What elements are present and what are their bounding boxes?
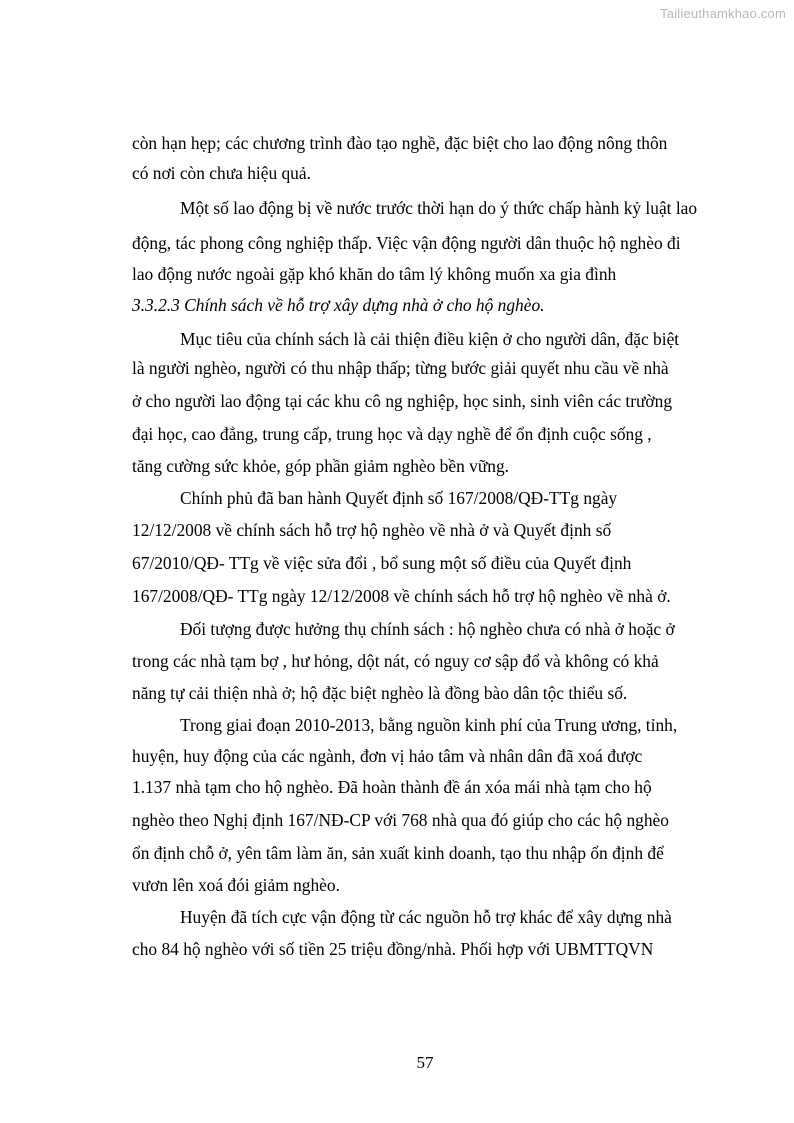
text-line: huyện, huy động của các ngành, đơn vị hảo tâm và nhân dân đã xoá được (132, 746, 643, 766)
paragraph-start: Chính phủ đã ban hành Quyết định số 167/2008/QĐ-TTg ngày (180, 488, 618, 508)
text-line: 1.137 nhà tạm cho hộ nghèo. Đã hoàn thành đề án xóa mái nhà tạm cho hộ (132, 777, 652, 797)
text-line: ổn định chỗ ở, yên tâm làm ăn, sản xuất kinh doanh, tạo thu nhập ổn định để (132, 843, 664, 863)
text-line: 67/2010/QĐ- TTg về việc sửa đổi , bổ sung một số điều của Quyết định (132, 553, 632, 573)
text-line: nghèo theo Nghị định 167/NĐ-CP với 768 nhà qua đó giúp cho các hộ nghèo (132, 810, 669, 830)
text-line: năng tự cải thiện nhà ở; hộ đặc biệt nghèo là đồng bào dân tộc thiểu số. (132, 683, 628, 703)
paragraph-start: Đối tượng được hưởng thụ chính sách : hộ nghèo chưa có nhà ở hoặc ở (180, 619, 675, 639)
paragraph-start: Huyện đã tích cực vận động từ các nguồn hỗ trợ khác để xây dựng nhà (180, 907, 672, 927)
text-line: còn hạn hẹp; các chương trình đào tạo nghề, đặc biệt cho lao động nông thôn (132, 133, 668, 153)
text-line: động, tác phong công nghiệp thấp. Việc vận động người dân thuộc hộ nghèo đi (132, 233, 681, 253)
page-number: 57 (416, 1053, 434, 1072)
text-line: cho 84 hộ nghèo với số tiền 25 triệu đồng/nhà. Phối hợp với UBMTTQVN (132, 939, 654, 959)
text-line: trong các nhà tạm bợ , hư hỏng, dột nát, có nguy cơ sập đổ và không có khả (132, 651, 659, 671)
text-line: tăng cường sức khỏe, góp phần giảm nghèo bền vững. (132, 456, 509, 476)
watermark-text: Tailieuthamkhao.com (660, 6, 786, 21)
text-line: là người nghèo, người có thu nhập thấp; từng bước giải quyết nhu cầu về nhà (132, 358, 669, 378)
text-line: 12/12/2008 về chính sách hỗ trợ hộ nghèo về nhà ở và Quyết định số (132, 520, 612, 540)
paragraph-start: Mục tiêu của chính sách là cải thiện điều kiện ở cho người dân, đặc biệt (180, 329, 680, 349)
text-line: 167/2008/QĐ- TTg ngày 12/12/2008 về chính sách hỗ trợ hộ nghèo về nhà ở. (132, 586, 671, 606)
text-line: lao động nước ngoài gặp khó khăn do tâm lý không muốn xa gia đình (132, 264, 617, 284)
text-line: ở cho người lao động tại các khu cô ng nghiệp, học sinh, sinh viên các trường (132, 391, 673, 411)
section-heading: 3.3.2.3 Chính sách về hỗ trợ xây dựng nhà ở cho hộ nghèo. (132, 295, 545, 315)
text-line: có nơi còn chưa hiệu quả. (132, 163, 311, 183)
paragraph-start: Một số lao động bị về nước trước thời hạn do ý thức chấp hành kỷ luật lao (180, 198, 698, 218)
paragraph-start: Trong giai đoạn 2010-2013, bằng nguồn kinh phí của Trung ương, tỉnh, (180, 715, 678, 735)
text-line: đại học, cao đẳng, trung cấp, trung học và dạy nghề để ổn định cuộc sống , (132, 424, 652, 444)
text-line: vươn lên xoá đói giảm nghèo. (132, 875, 340, 895)
